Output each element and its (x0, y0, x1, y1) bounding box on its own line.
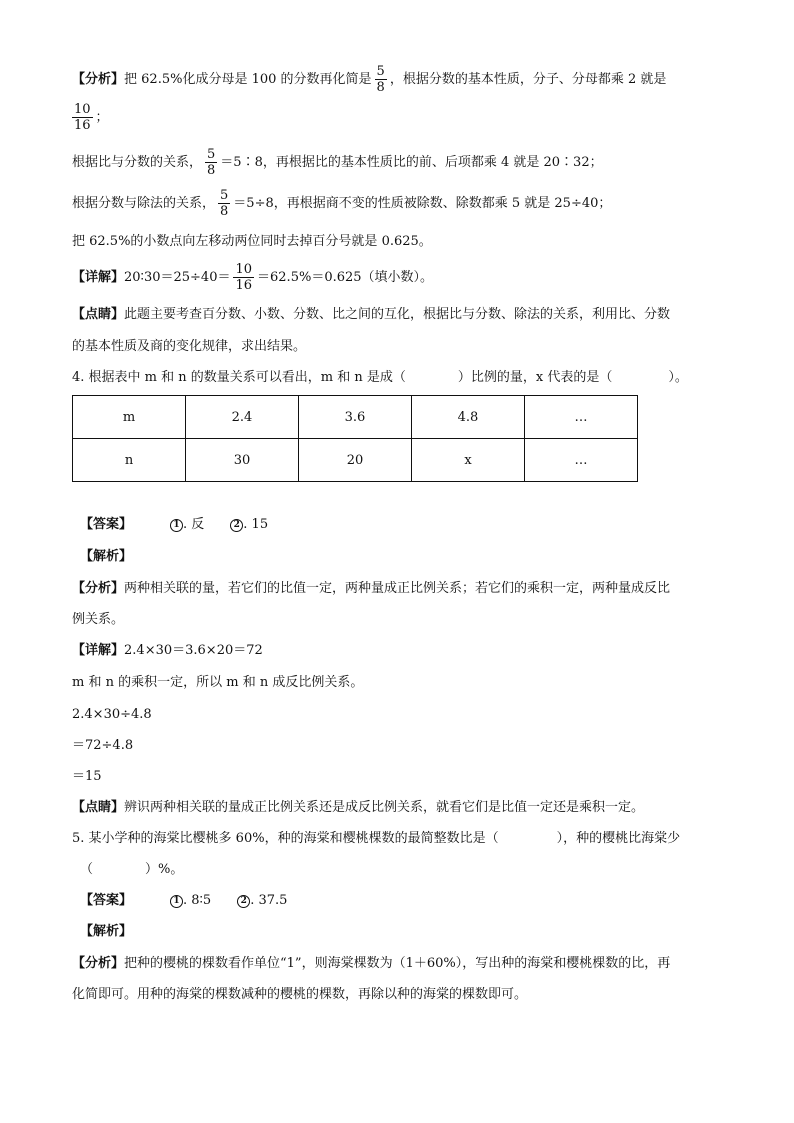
fraction-5-8: $\frac{5}{8}$ (376, 64, 385, 95)
q4-step: 2.4×30÷4.8 (72, 707, 152, 722)
q3-division-line (72, 188, 611, 219)
table-cell: 30 (186, 439, 299, 482)
table-cell: m (73, 396, 186, 439)
table-cell: … (525, 396, 638, 439)
table-row (73, 396, 638, 439)
circled-number-icon: 1 (170, 895, 183, 908)
point-tag: 【点睛】 (72, 800, 125, 815)
table-row (73, 439, 638, 482)
q4-jiexi: 【解析】 (80, 549, 133, 564)
fraction-5-8: $\frac{5}{8}$ (207, 147, 216, 178)
table-cell: n (73, 439, 186, 482)
table-cell: 3.6 (299, 396, 412, 439)
circled-number-icon: 1 (170, 519, 183, 532)
q3-analysis-line (72, 64, 666, 95)
q4-answer: 【答案】 1 . 反 2 . 15 (80, 517, 269, 532)
q3-decimal-line: 把 62.5%的小数点向左移动两位同时去掉百分号就是 0.625。 (72, 234, 432, 249)
detail-tag: 【详解】 (72, 270, 125, 285)
q3-fraction-line (72, 102, 109, 133)
analysis-tag: 【分析】 (72, 72, 125, 87)
q5-analysis-2: 化简即可。用种的海棠的棵数减种的樱桃的棵数，再除以种的海棠的棵数即可。 (72, 987, 528, 1002)
q4-question: 4. 根据表中 m 和 n 的数量关系可以看出，m 和 n 是成（ ）比例的量，x 代表的是（ ）。 (72, 370, 688, 385)
semicolon: ； (95, 110, 109, 125)
answer-tag: 【答案】 (80, 517, 133, 532)
table-cell: 2.4 (186, 396, 299, 439)
q4-step: ＝72÷4.8 (72, 738, 134, 753)
circled-number-icon: 2 (237, 895, 250, 908)
table-cell: 4.8 (412, 396, 525, 439)
q3-detail-line: 【详解】20∶30＝25÷40＝ $\frac{10}{16}$ ＝62.5%＝0.625（填小数）。 (72, 262, 434, 293)
q5-jiexi: 【解析】 (80, 924, 133, 939)
q5-question-2: （ ）%。 (80, 862, 184, 877)
ratio-text: ＝5∶8，再根据比的基本性质比的前、后项都乘 4 就是 20∶32； (220, 155, 603, 170)
table-cell: 20 (299, 439, 412, 482)
fraction-5-8: $\frac{5}{8}$ (220, 188, 229, 219)
fraction-10-16: $\frac{10}{16}$ (74, 102, 91, 133)
table-cell: … (525, 439, 638, 482)
point-tag: 【点睛】 (72, 307, 125, 322)
q4-analysis: 【分析】两种相关联的量，若它们的比值一定，两种量成正比例关系；若它们的乘积一定，两种量成反比 (72, 581, 671, 596)
analysis-text: 把 62.5%化成分母是 100 的分数再化简是 (124, 72, 372, 87)
q3-point-line-2: 的基本性质及商的变化规律，求出结果。 (72, 339, 307, 354)
detail-tag: 【详解】 (72, 643, 125, 658)
q5-analysis: 【分析】把种的樱桃的棵数看作单位“1”，则海棠棵数为（1＋60%），写出种的海棠和樱桃棵数的比，再 (72, 956, 671, 971)
q4-point: 【点睛】辨识两种相关联的量成正比例关系还是成反比例关系，就看它们是比值一定还是乘积一定。 (72, 800, 645, 815)
mn-table (72, 395, 638, 482)
fraction-10-16: $\frac{10}{16}$ (235, 262, 253, 293)
q4-step: m 和 n 的乘积一定，所以 m 和 n 成反比例关系。 (72, 675, 364, 690)
analysis-tag: 【分析】 (72, 956, 125, 971)
q4-analysis-2: 例关系。 (72, 612, 125, 627)
q5-answer: 【答案】 1 . 8∶5 2 . 37.5 (80, 893, 288, 908)
q3-point-line: 【点睛】此题主要考查百分数、小数、分数、比之间的互化，根据比与分数、除法的关系，利用比、分数 (72, 307, 671, 322)
circled-number-icon: 2 (230, 519, 243, 532)
table-cell: x (412, 439, 525, 482)
q4-detail: 【详解】2.4×30＝3.6×20＝72 (72, 643, 263, 658)
q3-ratio-line (72, 147, 603, 178)
ratio-text: 根据比与分数的关系， (72, 155, 203, 170)
division-text: ＝5÷8，再根据商不变的性质被除数、除数都乘 5 就是 25÷40； (233, 196, 612, 211)
analysis-tag: 【分析】 (72, 581, 125, 596)
division-text: 根据分数与除法的关系， (72, 196, 216, 211)
q5-question: 5. 某小学种的海棠比樱桃多 60%，种的海棠和樱桃棵数的最简整数比是（ ），种的樱桃比海棠少 (72, 831, 681, 846)
analysis-text: ，根据分数的基本性质，分子、分母都乘 2 就是 (389, 72, 667, 87)
answer-tag: 【答案】 (80, 893, 133, 908)
q4-step: ＝15 (72, 769, 102, 784)
